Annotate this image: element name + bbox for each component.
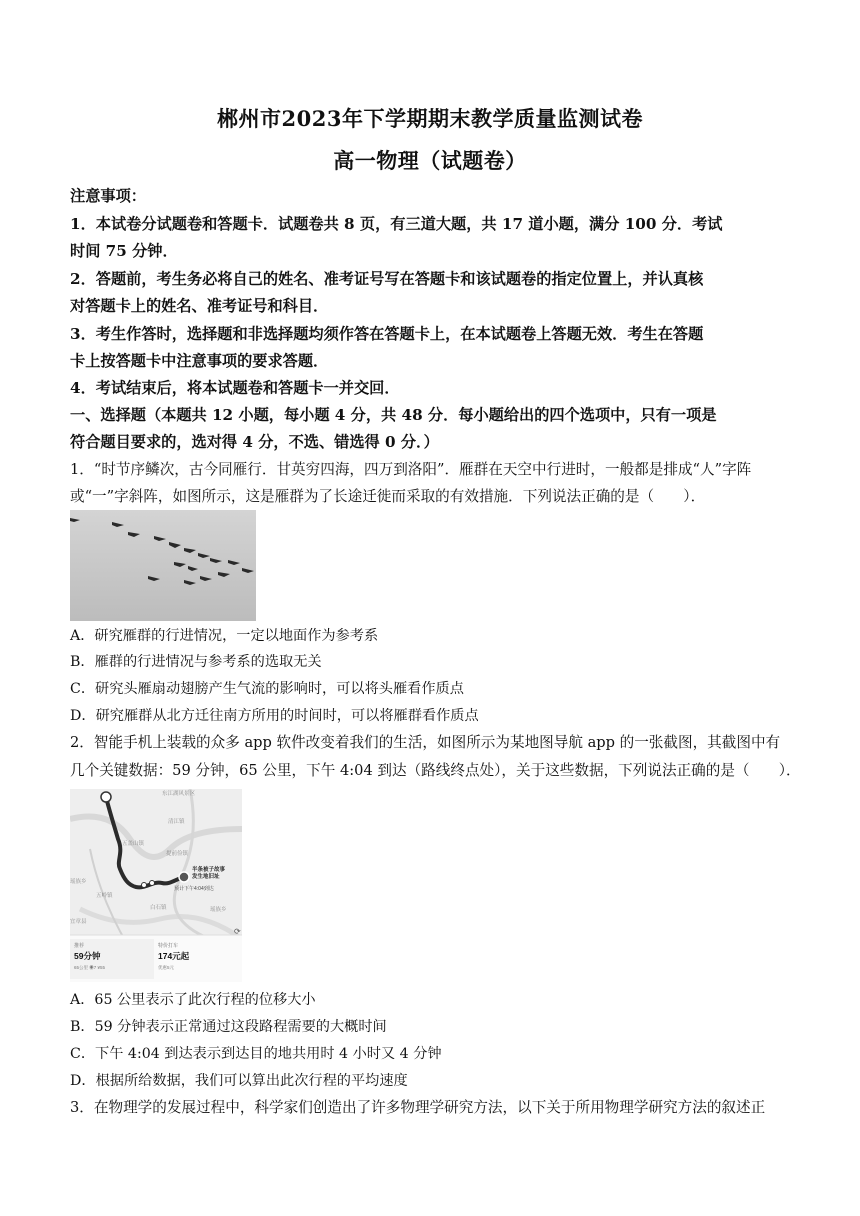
map-label-3: 五盖山镇: [122, 841, 145, 847]
notice-item-2-line-1: 2．答题前，考生务必将自己的姓名、准考证号写在答题卡和该试题卷的指定位置上，并认真核: [70, 270, 704, 288]
route-detail: 65公里 ◉7 ¥55: [74, 965, 106, 970]
notice-item-1-line-2: 时间 75 分钟．: [70, 242, 178, 260]
notice-item-4: 4．考试结束后，将本试题卷和答题卡一并交回．: [70, 379, 400, 397]
map-label-6: 五岭镇: [96, 893, 113, 899]
destination-label-line-1: 半条被子故事: [192, 867, 226, 873]
navigation-map-screenshot: [70, 789, 242, 982]
question-2-stem-line-2: 几个关键数据：59 分钟，65 公里，下午 4:04 到达（路线终点处），关于这些数据，下列说法正确的是（ ）．: [70, 762, 801, 779]
page-title: 郴州市2023年下学期期末教学质量监测试卷: [217, 106, 643, 131]
map-label-5: 瑶族乡: [70, 879, 87, 885]
origin-marker: [101, 792, 111, 802]
section-heading-line-2: 符合题目要求的，选对得 4 分，不选、错选得 0 分．）: [70, 433, 439, 451]
notice-item-1-line-1: 1．本试卷分试题卷和答题卡．试题卷共 8 页，有三道大题，共 17 道小题，满分 100 分．考试: [70, 215, 723, 233]
section-heading-line-1: 一、选择题（本题共 12 小题，每小题 4 分，共 48 分．每小题给出的四个选项中，只有一项是: [70, 406, 717, 424]
map-label-9: 瑶族乡: [210, 907, 227, 913]
notice-item-2-line-2: 对答题卡上的姓名、准考证号和科目．: [70, 297, 329, 315]
eta-label: 预计下午4:04到达: [174, 886, 214, 892]
question-2-stem-line-1: 2．智能手机上装载的众多 app 软件改变着我们的生活，如图所示为某地图导航 app 的一张截图，其截图中有: [70, 734, 781, 751]
taxi-option-tag: 特价打车: [158, 943, 179, 949]
map-label-2: 清江镇: [168, 819, 185, 825]
map-label-7: 白石镇: [150, 905, 167, 911]
question-1-option-a: A．研究雁群的行进情况，一定以地面作为参考系: [70, 628, 379, 644]
geese-photo: [70, 510, 256, 621]
question-2-option-c: C．下午 4:04 到达表示到达目的地共用时 4 小时又 4 分钟: [70, 1046, 442, 1062]
question-1-option-d: D．研究雁群从北方迁往南方所用的时间时，可以将雁群看作质点: [70, 708, 479, 724]
question-1-option-c: C．研究头雁扇动翅膀产生气流的影响时，可以将头雁看作质点: [70, 681, 464, 697]
question-1-option-b: B．雁群的行进情况与参考系的选取无关: [70, 654, 322, 670]
page-subtitle: 高一物理（试题卷）: [333, 148, 527, 173]
question-2-option-d: D．根据所给数据，我们可以算出此次行程的平均速度: [70, 1073, 408, 1089]
refresh-icon: ⟳: [234, 927, 241, 936]
map-label-4: 提前俭镇: [166, 851, 189, 857]
taxi-discount: 优惠5元: [158, 965, 175, 970]
question-1-stem-line-1: 1．“时节序鳞次，古今同雁行．甘英穷四海，四万到洛阳”．雁群在天空中行进时，一般都是排成“人”字阵: [70, 461, 752, 478]
question-1-stem-line-2: 或“一”字斜阵，如图所示，这是雁群为了长途迁徙而采取的有效措施．下列说法正确的是（ ）．: [70, 488, 706, 505]
destination-label-line-2: 发生地旧址: [192, 874, 220, 880]
route-option-tag: 推荐: [74, 943, 85, 949]
question-3-stem-line-1: 3．在物理学的发展过程中，科学家们创造出了许多物理学研究方法，以下关于所用物理学研究方法的叙述正: [70, 1099, 766, 1116]
notice-item-3-line-2: 卡上按答题卡中注意事项的要求答题．: [70, 352, 329, 370]
question-2-option-a: A．65 公里表示了此次行程的位移大小: [70, 992, 316, 1008]
question-2-option-b: B．59 分钟表示正常通过这段路程需要的大概时间: [70, 1019, 387, 1035]
notice-heading: 注意事项：: [70, 187, 146, 205]
destination-marker: [179, 872, 189, 882]
taxi-price: 174元起: [158, 951, 190, 961]
notice-item-3-line-1: 3．考生作答时，选择题和非选择题均须作答在答题卡上，在本试题卷上答题无效．考生在答题: [70, 325, 704, 343]
map-label-8: 宜章县: [70, 919, 87, 925]
map-label-1: 东江湖风景区: [162, 791, 196, 797]
route-duration: 59分钟: [74, 951, 101, 961]
